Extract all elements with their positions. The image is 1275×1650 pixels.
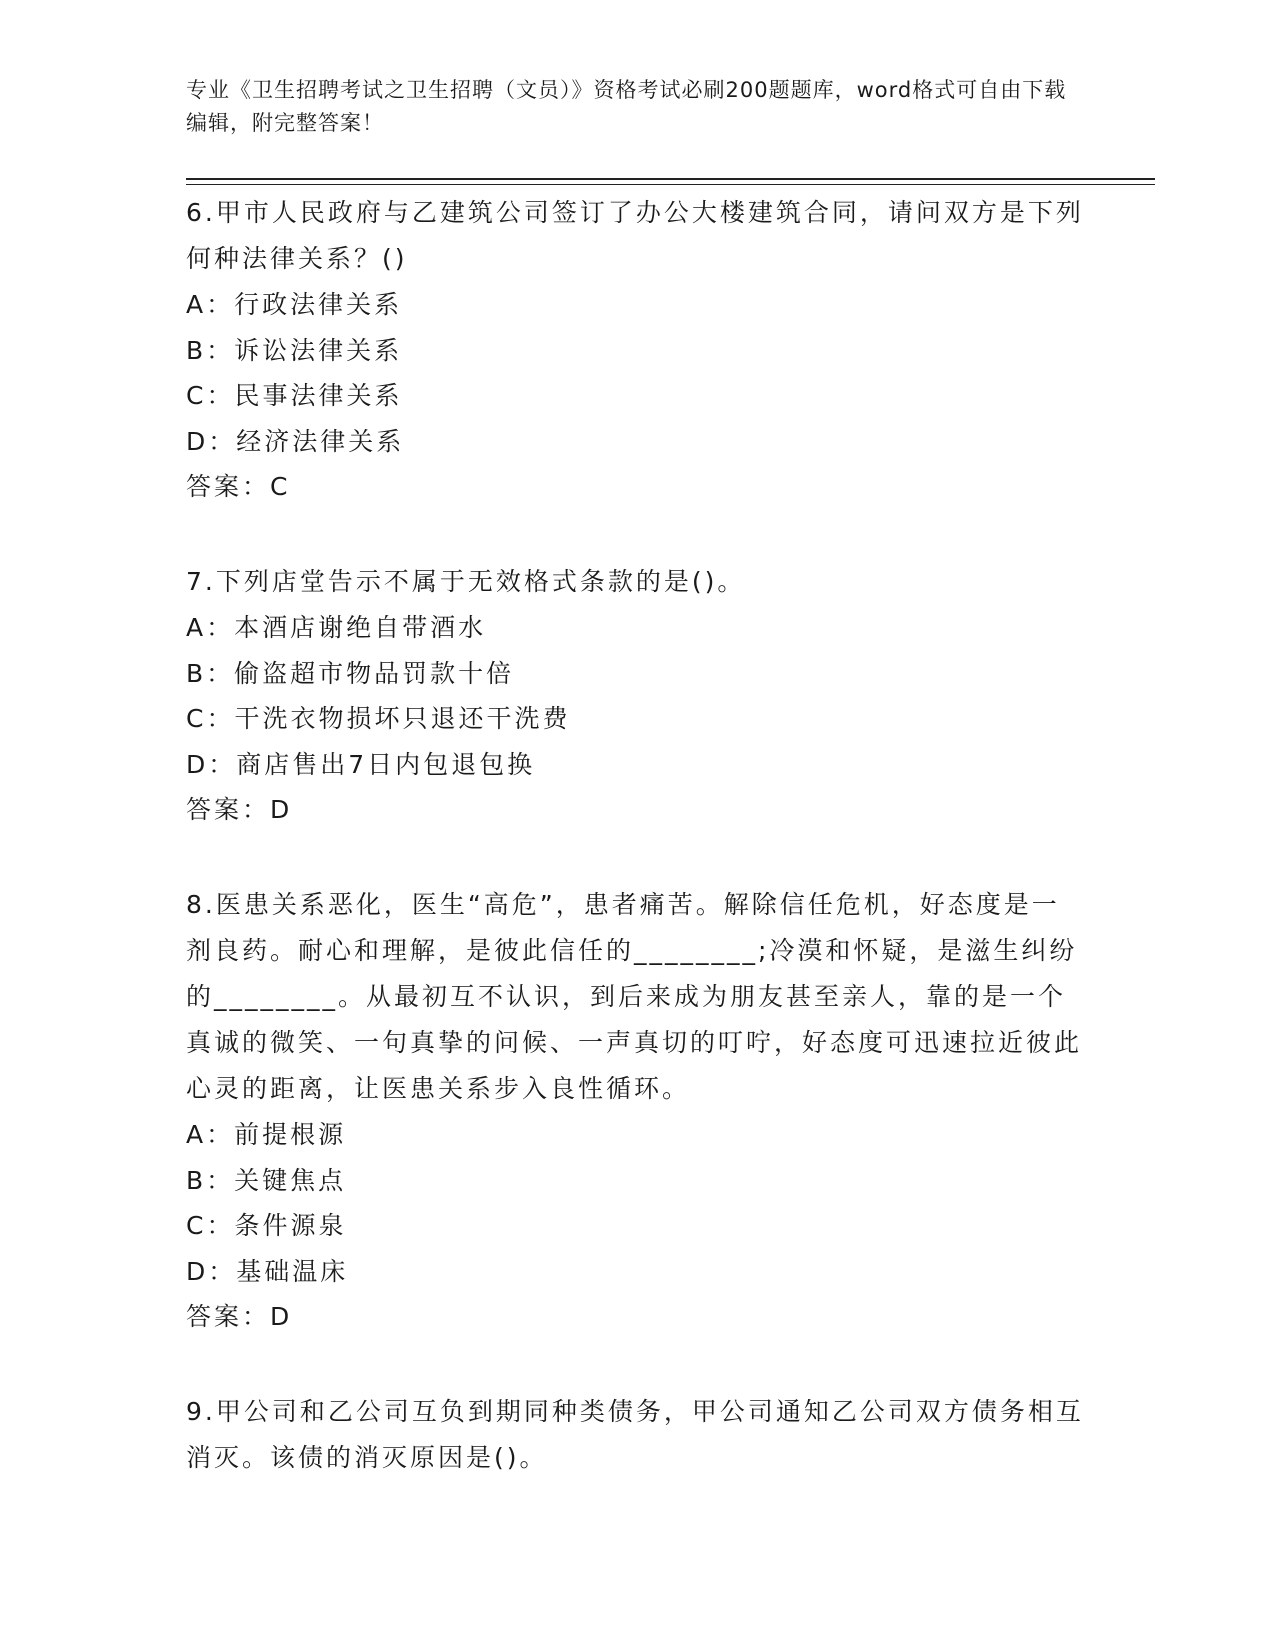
option-c: C：条件源泉 — [186, 1211, 347, 1240]
document-header: 专业《卫生招聘考试之卫生招聘（文员）》资格考试必刷200题题库，word格式可自由下载编辑，附完整答案！ — [186, 78, 1067, 135]
spacer — [186, 509, 1086, 559]
answer-line: 答案：D — [186, 1302, 293, 1331]
question-stem: 6.甲市人民政府与乙建筑公司签订了办公大楼建筑合同，请问双方是下列何种法律关系？() — [186, 198, 1084, 273]
question-7 — [186, 559, 1086, 832]
option-c: C：民事法律关系 — [186, 381, 403, 410]
option-a: A：前提根源 — [186, 1120, 347, 1149]
spacer — [186, 832, 1086, 882]
option-d: D：基础温床 — [186, 1256, 349, 1286]
option-list — [186, 605, 1086, 787]
option-b: B：诉讼法律关系 — [186, 335, 403, 365]
option-d: D：经济法律关系 — [186, 426, 405, 456]
answer-line: 答案：D — [186, 795, 293, 824]
option-c: C：干洗衣物损坏只退还干洗费 — [186, 704, 571, 733]
header-divider-thick — [186, 178, 1155, 180]
question-stem: 7.下列店堂告示不属于无效格式条款的是()。 — [186, 567, 746, 596]
option-a: A：行政法律关系 — [186, 290, 403, 319]
option-list — [186, 1112, 1086, 1294]
option-b: B：偷盗超市物品罚款十倍 — [186, 658, 515, 688]
option-list — [186, 282, 1086, 464]
question-6 — [186, 190, 1086, 509]
question-9 — [186, 1389, 1086, 1481]
option-b: B：关键焦点 — [186, 1165, 347, 1195]
option-a: A：本酒店谢绝自带酒水 — [186, 613, 487, 642]
spacer — [186, 1339, 1086, 1389]
answer-line: 答案：C — [186, 472, 291, 501]
question-stem: 8.医患关系恶化，医生“高危”，患者痛苦。解除信任危机，好态度是一剂良药。耐心和理解，是彼此信任的________;冷漠和怀疑，是滋生纠纷的________。从最初互不认识，到后来成为朋友甚至亲人，靠的是一个真诚的微笑、一句真挚的问候、一声真切的叮咛，好态度可迅速拉近彼此心灵的距离，让医患关系步入良性循环。 — [186, 890, 1083, 1103]
question-list — [186, 190, 1086, 1481]
option-d: D：商店售出7日内包退包换 — [186, 749, 536, 779]
question-stem: 9.甲公司和乙公司互负到期同种类债务，甲公司通知乙公司双方债务相互消灭。该债的消灭原因是()。 — [186, 1397, 1084, 1472]
question-8 — [186, 882, 1086, 1339]
header-divider-thin — [186, 184, 1155, 185]
